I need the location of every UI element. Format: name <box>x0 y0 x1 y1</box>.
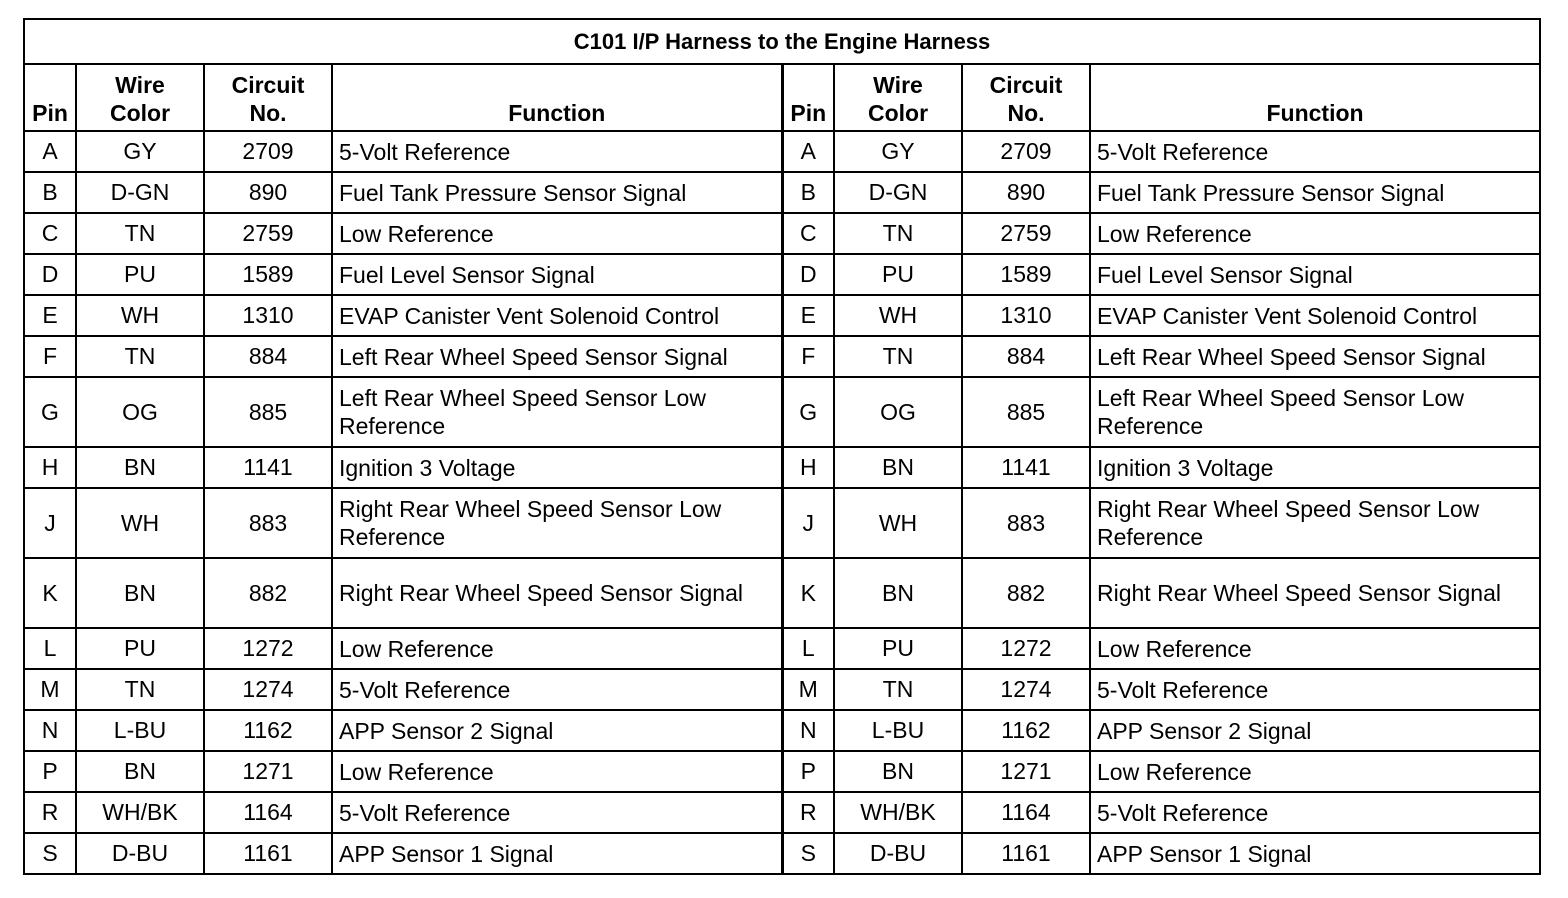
function-cell-right: Right Rear Wheel Speed Sensor Signal <box>1090 558 1540 628</box>
wire-color-cell-left: WH <box>76 295 204 336</box>
circuit-number-cell-left: 1141 <box>204 447 332 488</box>
wire-color-cell-left: WH/BK <box>76 792 204 833</box>
pin-cell-left: D <box>24 254 76 295</box>
table-row <box>24 669 1540 710</box>
circuit-number-cell-left: 2709 <box>204 131 332 172</box>
table-row <box>24 833 1540 874</box>
function-cell-left: Fuel Level Sensor Signal <box>332 254 782 295</box>
function-cell-right: APP Sensor 2 Signal <box>1090 710 1540 751</box>
wire-color-cell-right: TN <box>834 336 962 377</box>
header-function-right: Function <box>1090 64 1540 131</box>
header-row <box>24 64 1540 131</box>
header-function-left: Function <box>332 64 782 131</box>
function-cell-right: EVAP Canister Vent Solenoid Control <box>1090 295 1540 336</box>
pin-cell-left: A <box>24 131 76 172</box>
pin-cell-left: G <box>24 377 76 447</box>
table-row <box>24 628 1540 669</box>
wire-color-cell-right: L-BU <box>834 710 962 751</box>
wire-color-cell-right: D-GN <box>834 172 962 213</box>
wire-color-cell-right: TN <box>834 213 962 254</box>
circuit-number-cell-right: 890 <box>962 172 1090 213</box>
circuit-number-cell-right: 1271 <box>962 751 1090 792</box>
circuit-number-cell-right: 1589 <box>962 254 1090 295</box>
wire-color-cell-left: GY <box>76 131 204 172</box>
circuit-number-cell-right: 1310 <box>962 295 1090 336</box>
circuit-number-cell-left: 890 <box>204 172 332 213</box>
circuit-number-cell-right: 1161 <box>962 833 1090 874</box>
function-cell-left: APP Sensor 1 Signal <box>332 833 782 874</box>
circuit-number-cell-right: 2709 <box>962 131 1090 172</box>
circuit-number-cell-left: 882 <box>204 558 332 628</box>
pin-cell-right: C <box>782 213 834 254</box>
wire-color-cell-left: WH <box>76 488 204 558</box>
wire-color-cell-right: BN <box>834 751 962 792</box>
circuit-number-cell-left: 2759 <box>204 213 332 254</box>
circuit-number-cell-left: 1310 <box>204 295 332 336</box>
function-cell-right: Low Reference <box>1090 213 1540 254</box>
function-cell-left: 5-Volt Reference <box>332 792 782 833</box>
pin-cell-right: J <box>782 488 834 558</box>
pin-cell-right: M <box>782 669 834 710</box>
circuit-number-cell-left: 1272 <box>204 628 332 669</box>
pin-cell-right: B <box>782 172 834 213</box>
wire-color-cell-right: BN <box>834 558 962 628</box>
circuit-number-cell-right: 882 <box>962 558 1090 628</box>
pin-cell-right: R <box>782 792 834 833</box>
wire-color-cell-left: BN <box>76 447 204 488</box>
wire-color-cell-left: L-BU <box>76 710 204 751</box>
function-cell-left: Low Reference <box>332 213 782 254</box>
pin-cell-right: K <box>782 558 834 628</box>
wire-color-cell-left: PU <box>76 628 204 669</box>
wire-color-cell-right: OG <box>834 377 962 447</box>
table-row <box>24 447 1540 488</box>
wire-color-cell-left: BN <box>76 751 204 792</box>
function-cell-left: EVAP Canister Vent Solenoid Control <box>332 295 782 336</box>
pin-cell-right: A <box>782 131 834 172</box>
function-cell-right: 5-Volt Reference <box>1090 131 1540 172</box>
pin-cell-left: N <box>24 710 76 751</box>
wire-color-cell-left: TN <box>76 213 204 254</box>
table-row <box>24 131 1540 172</box>
circuit-number-cell-right: 1164 <box>962 792 1090 833</box>
table-row <box>24 213 1540 254</box>
pin-cell-right: N <box>782 710 834 751</box>
function-cell-right: Left Rear Wheel Speed Sensor Signal <box>1090 336 1540 377</box>
circuit-number-cell-right: 885 <box>962 377 1090 447</box>
connector-pinout-table <box>23 18 1541 875</box>
wire-color-cell-left: BN <box>76 558 204 628</box>
wire-color-cell-right: D-BU <box>834 833 962 874</box>
wire-color-cell-left: OG <box>76 377 204 447</box>
circuit-number-cell-left: 1162 <box>204 710 332 751</box>
circuit-number-cell-left: 1161 <box>204 833 332 874</box>
circuit-number-cell-left: 1589 <box>204 254 332 295</box>
function-cell-left: Low Reference <box>332 628 782 669</box>
pin-cell-right: F <box>782 336 834 377</box>
wire-color-cell-right: PU <box>834 254 962 295</box>
table-row <box>24 751 1540 792</box>
function-cell-right: Fuel Level Sensor Signal <box>1090 254 1540 295</box>
pin-cell-right: L <box>782 628 834 669</box>
header-wire-color-left: Wire Color <box>76 64 204 131</box>
pin-cell-right: E <box>782 295 834 336</box>
circuit-number-cell-left: 1271 <box>204 751 332 792</box>
table-row <box>24 377 1540 447</box>
function-cell-right: APP Sensor 1 Signal <box>1090 833 1540 874</box>
wire-color-cell-left: TN <box>76 669 204 710</box>
pin-cell-right: G <box>782 377 834 447</box>
circuit-number-cell-left: 1274 <box>204 669 332 710</box>
function-cell-left: Right Rear Wheel Speed Sensor Low Reference <box>332 488 782 558</box>
circuit-number-cell-left: 883 <box>204 488 332 558</box>
circuit-number-cell-left: 885 <box>204 377 332 447</box>
wire-color-cell-left: D-BU <box>76 833 204 874</box>
connector-table-container <box>23 18 1539 875</box>
circuit-number-cell-right: 884 <box>962 336 1090 377</box>
pin-cell-left: H <box>24 447 76 488</box>
pin-cell-right: H <box>782 447 834 488</box>
pin-cell-left: C <box>24 213 76 254</box>
pin-cell-left: R <box>24 792 76 833</box>
header-circuit-right: Circuit No. <box>962 64 1090 131</box>
circuit-number-cell-right: 1141 <box>962 447 1090 488</box>
pin-cell-right: S <box>782 833 834 874</box>
pin-cell-left: S <box>24 833 76 874</box>
function-cell-left: Low Reference <box>332 751 782 792</box>
pin-cell-left: F <box>24 336 76 377</box>
function-cell-left: Left Rear Wheel Speed Sensor Signal <box>332 336 782 377</box>
pin-cell-left: B <box>24 172 76 213</box>
function-cell-left: Left Rear Wheel Speed Sensor Low Reference <box>332 377 782 447</box>
pin-cell-left: K <box>24 558 76 628</box>
pin-cell-left: E <box>24 295 76 336</box>
function-cell-right: 5-Volt Reference <box>1090 669 1540 710</box>
circuit-number-cell-left: 1164 <box>204 792 332 833</box>
table-row <box>24 336 1540 377</box>
header-pin-left: Pin <box>24 64 76 131</box>
function-cell-right: Right Rear Wheel Speed Sensor Low Reference <box>1090 488 1540 558</box>
header-wire-color-right: Wire Color <box>834 64 962 131</box>
table-row <box>24 172 1540 213</box>
function-cell-right: Low Reference <box>1090 751 1540 792</box>
function-cell-right: Low Reference <box>1090 628 1540 669</box>
table-row <box>24 488 1540 558</box>
wire-color-cell-right: BN <box>834 447 962 488</box>
header-circuit-left: Circuit No. <box>204 64 332 131</box>
pin-cell-left: J <box>24 488 76 558</box>
table-title: C101 I/P Harness to the Engine Harness <box>24 19 1540 64</box>
circuit-number-cell-right: 1162 <box>962 710 1090 751</box>
pin-cell-right: P <box>782 751 834 792</box>
function-cell-left: Fuel Tank Pressure Sensor Signal <box>332 172 782 213</box>
function-cell-left: Ignition 3 Voltage <box>332 447 782 488</box>
pin-cell-left: P <box>24 751 76 792</box>
circuit-number-cell-right: 883 <box>962 488 1090 558</box>
table-row <box>24 295 1540 336</box>
wire-color-cell-right: WH/BK <box>834 792 962 833</box>
wire-color-cell-left: TN <box>76 336 204 377</box>
table-row <box>24 710 1540 751</box>
wire-color-cell-right: WH <box>834 295 962 336</box>
wire-color-cell-right: TN <box>834 669 962 710</box>
circuit-number-cell-right: 2759 <box>962 213 1090 254</box>
function-cell-right: 5-Volt Reference <box>1090 792 1540 833</box>
table-row <box>24 558 1540 628</box>
table-row <box>24 254 1540 295</box>
wire-color-cell-left: D-GN <box>76 172 204 213</box>
wire-color-cell-right: PU <box>834 628 962 669</box>
function-cell-left: Right Rear Wheel Speed Sensor Signal <box>332 558 782 628</box>
wire-color-cell-right: WH <box>834 488 962 558</box>
function-cell-right: Left Rear Wheel Speed Sensor Low Reference <box>1090 377 1540 447</box>
function-cell-right: Ignition 3 Voltage <box>1090 447 1540 488</box>
pin-cell-left: L <box>24 628 76 669</box>
pin-cell-right: D <box>782 254 834 295</box>
function-cell-left: 5-Volt Reference <box>332 669 782 710</box>
wire-color-cell-left: PU <box>76 254 204 295</box>
header-pin-right: Pin <box>782 64 834 131</box>
pin-cell-left: M <box>24 669 76 710</box>
function-cell-left: APP Sensor 2 Signal <box>332 710 782 751</box>
table-row <box>24 792 1540 833</box>
function-cell-left: 5-Volt Reference <box>332 131 782 172</box>
circuit-number-cell-right: 1272 <box>962 628 1090 669</box>
circuit-number-cell-left: 884 <box>204 336 332 377</box>
circuit-number-cell-right: 1274 <box>962 669 1090 710</box>
wire-color-cell-right: GY <box>834 131 962 172</box>
function-cell-right: Fuel Tank Pressure Sensor Signal <box>1090 172 1540 213</box>
